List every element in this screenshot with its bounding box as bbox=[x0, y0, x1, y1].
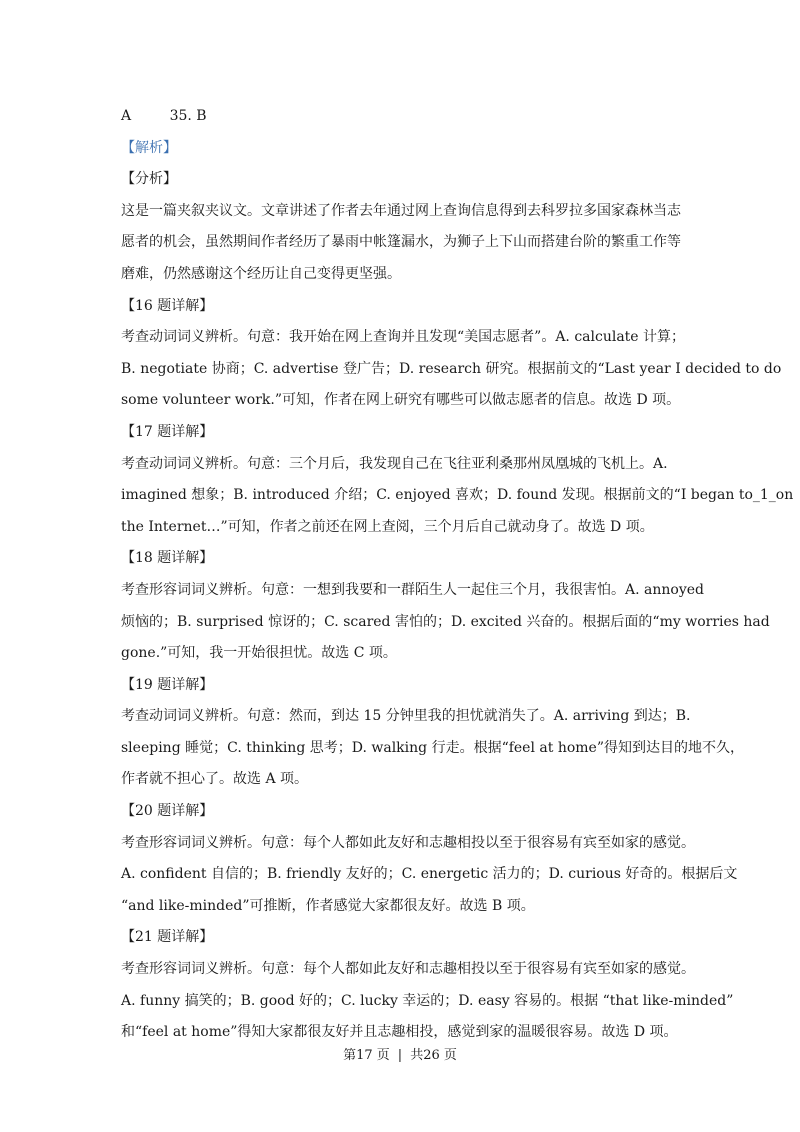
q17-line: 考查动词词义辨析。句意：三个月后，我发现自己在飞往亚利桑那州凤凰城的飞机上。A. bbox=[121, 455, 668, 472]
q21-line: A. funny 搞笑的；B. good 好的；C. lucky 幸运的；D. easy 容易的。根据 “that like-minded” bbox=[121, 992, 734, 1009]
q18-line: gone.”可知，我一开始很担忧。故选 C 项。 bbox=[121, 645, 397, 662]
jiexi-heading: 【解析】 bbox=[121, 139, 177, 156]
q19-heading: 【19 题详解】 bbox=[121, 676, 214, 693]
q20-line: “and like-minded”可推断，作者感觉大家都很友好。故选 B 项。 bbox=[121, 897, 535, 914]
q20-line: A. confident 自信的；B. friendly 友好的；C. energetic 活力的；D. curious 好奇的。根据后文 bbox=[121, 866, 738, 883]
q17-line: the Internet…”可知，作者之前还在网上查阅，三个月后自己就动身了。故选 D 项。 bbox=[121, 518, 654, 535]
q16-heading: 【16 题详解】 bbox=[121, 297, 214, 314]
q19-line: 作者就不担心了。故选 A 项。 bbox=[121, 771, 309, 788]
q19-line: sleeping 睡觉；C. thinking 思考；D. walking 行走。根据“feel at home”得知到达目的地不久， bbox=[121, 739, 744, 756]
q17-line: imagined 想象；B. introduced 介绍；C. enjoyed 喜欢；D. found 发现。根据前文的“I began to_1_on bbox=[121, 487, 794, 504]
q17-heading: 【17 题详解】 bbox=[121, 423, 214, 440]
fenxi-line: 愿者的机会，虽然期间作者经历了暴雨中帐篷漏水，为狮子上下山而搭建台阶的繁重工作等 bbox=[121, 234, 681, 251]
footer-separator: | bbox=[397, 1048, 403, 1063]
q18-heading: 【18 题详解】 bbox=[121, 550, 214, 567]
q16-line: 考查动词词义辨析。句意：我开始在网上查询并且发现“美国志愿者”。A. calculate 计算； bbox=[121, 329, 686, 346]
q18-line: 烦恼的；B. surprised 惊讶的；C. scared 害怕的；D. excited 兴奋的。根据后面的“my worries had bbox=[121, 613, 770, 630]
q21-line: 考查形容词词义辨析。句意：每个人都如此友好和志趣相投以至于很容易有宾至如家的感觉。 bbox=[121, 961, 695, 978]
answer-35: 35. B bbox=[169, 108, 207, 124]
q18-line: 考查形容词词义辨析。句意：一想到我要和一群陌生人一起住三个月，我很害怕。A. annoyed bbox=[121, 581, 704, 598]
q19-line: 考查动词词义辨析。句意：然而，到达 15 分钟里我的担忧就消失了。A. arriving 到达；B. bbox=[121, 708, 691, 725]
answer-line bbox=[121, 101, 681, 133]
page-footer bbox=[0, 1044, 800, 1063]
fenxi-heading: 【分析】 bbox=[121, 171, 177, 188]
answer-prev: A bbox=[121, 108, 132, 124]
q21-heading: 【21 题详解】 bbox=[121, 929, 214, 946]
page-total: 共26 页 bbox=[410, 1048, 457, 1063]
q21-line: 和“feel at home”得知大家都很友好并且志趣相投，感觉到家的温暖很容易。故选 D 项。 bbox=[121, 1024, 678, 1041]
q20-line: 考查形容词词义辨析。句意：每个人都如此友好和志趣相投以至于很容易有宾至如家的感觉。 bbox=[121, 834, 695, 851]
page-number: 第17 页 bbox=[343, 1048, 390, 1063]
q16-line: some volunteer work.”可知，作者在网上研究有哪些可以做志愿者的信息。故选 D 项。 bbox=[121, 392, 681, 409]
fenxi-line: 磨难，仍然感谢这个经历让自己变得更坚强。 bbox=[121, 265, 401, 282]
document-content bbox=[121, 101, 794, 1049]
q16-line: B. negotiate 协商；C. advertise 登广告；D. research 研究。根据前文的“Last year I decided to do bbox=[121, 360, 782, 377]
fenxi-line: 这是一篇夹叙夹议文。文章讲述了作者去年通过网上查询信息得到去科罗拉多国家森林当志 bbox=[121, 202, 681, 219]
q20-heading: 【20 题详解】 bbox=[121, 803, 214, 820]
